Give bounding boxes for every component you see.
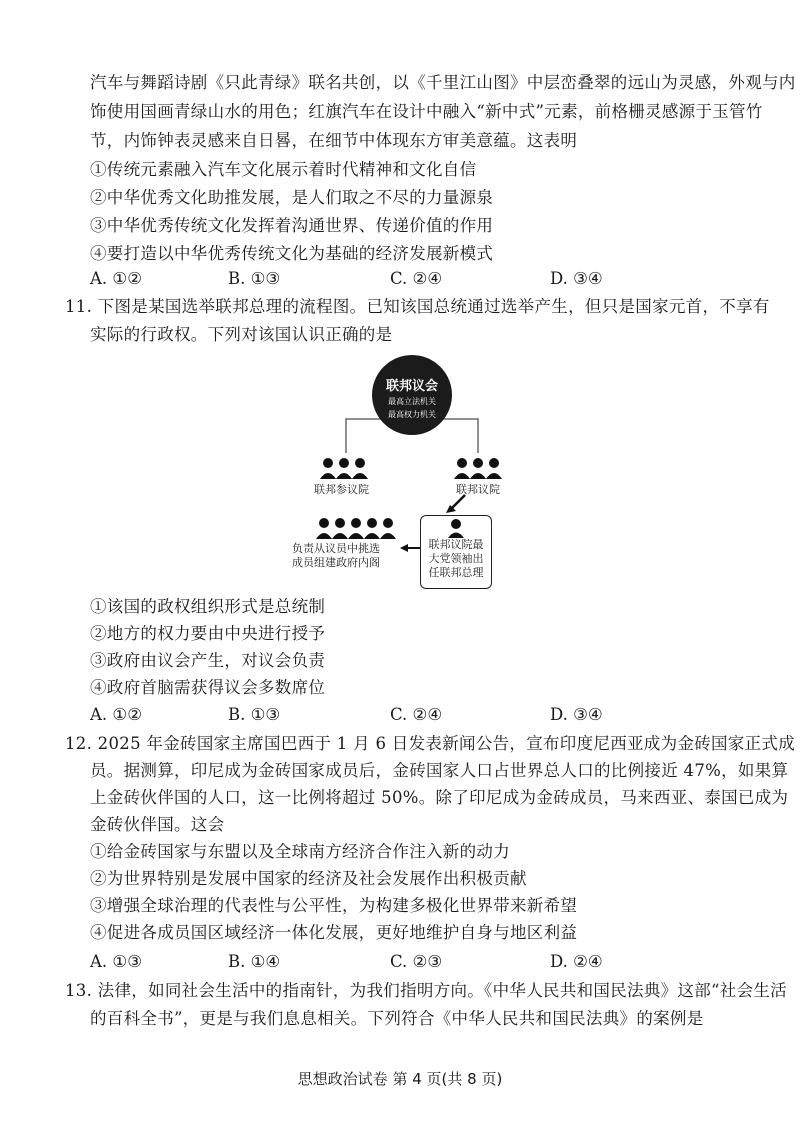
q12-stem-line-4: 金砖伙伴国。这会 (90, 815, 225, 834)
q12-option-b[interactable]: B. ①④ (228, 952, 281, 971)
q12-option-a[interactable]: A. ①③ (90, 952, 142, 971)
q10-item-1: ①传统元素融入汽车文化展示着时代精神和文化自信 (90, 160, 477, 179)
parliament-sub1: 最高立法机关 (388, 397, 436, 406)
chancellor-person-icon (421, 516, 491, 538)
q10-stem-line-3: 节，内饰钟表灵感来自日晷，在细节中体现东方审美意蕴。这表明 (90, 131, 578, 150)
q11-item-4: ④政府首脑需获得议会多数席位 (90, 678, 326, 697)
q12-stem-line-2: 员。据测算，印尼成为金砖国家成员后，金砖国家人口占世界总人口的比例接近 47%，如果算 (90, 761, 789, 780)
q10-item-2: ②中华优秀文化助推发展，是人们取之不尽的力量源泉 (90, 188, 494, 207)
q11-option-d[interactable]: D. ③④ (550, 705, 603, 724)
cabinet-line-1: 负责从议员中挑选 (292, 542, 380, 555)
q10-option-b[interactable]: B. ①③ (228, 269, 281, 288)
flow-diagram (280, 355, 520, 595)
q10-item-3: ③中华优秀传统文化发挥着沟通世界、传递价值的作用 (90, 216, 494, 235)
q12-item-1: ①给金砖国家与东盟以及全球南方经济合作注入新的动力 (90, 842, 510, 861)
bundestag-label: 联邦议院 (456, 483, 500, 496)
q12-item-4: ④促进各成员国区域经济一体化发展，更好地维护自身与地区利益 (90, 923, 578, 942)
q12-item-2: ②为世界特别是发展中国家的经济及社会发展作出积极贡献 (90, 869, 527, 888)
senate-label: 联邦参议院 (314, 483, 369, 496)
q10-stem-line-2: 饰使用国画青绿山水的用色；红旗汽车在设计中融入“新中式”元素，前格栅灵感源于玉管竹 (90, 102, 763, 121)
q13-stem-line-1: 13. 法律，如同社会生活中的指南针，为我们指明方向。《中华人民共和国民法典》这部“社会生活 (65, 981, 787, 1000)
chancellor-line-1: 联邦议院最 (428, 538, 484, 551)
page-footer: 思想政治试卷 第 4 页(共 8 页) (297, 1070, 503, 1088)
chancellor-line-2: 大党领袖出 (428, 552, 484, 565)
q11-stem-line-1: 11. 下图是某国选举联邦总理的流程图。已知该国总统通过选举产生，但只是国家元首，不享有 (65, 297, 770, 316)
q12-item-3: ③增强全球治理的代表性与公平性，为构建多极化世界带来新希望 (90, 896, 578, 915)
q11-option-a[interactable]: A. ①② (90, 705, 142, 724)
q13-stem-line-2: 的百科全书”，更是与我们息息相关。下列符合《中华人民共和国民法典》的案例是 (90, 1009, 704, 1028)
q11-item-3: ③政府由议会产生，对议会负责 (90, 651, 326, 670)
q12-option-d[interactable]: D. ②④ (550, 952, 603, 971)
q10-stem-line-1: 汽车与舞蹈诗剧《只此青绿》联名共创，以《千里江山图》中层峦叠翠的远山为灵感，外观与内 (90, 73, 796, 92)
senate-people-icon (320, 458, 368, 479)
federal-parliament-node (372, 355, 452, 435)
q10-option-a[interactable]: A. ①② (90, 269, 142, 288)
bundestag-people-icon (454, 458, 502, 479)
cabinet-people-icon (316, 518, 396, 539)
q10-item-4: ④要打造以中华优秀传统文化为基础的经济发展新模式 (90, 244, 494, 263)
q11-item-1: ①该国的政权组织形式是总统制 (90, 597, 326, 616)
cabinet-text (292, 542, 380, 570)
q10-option-d[interactable]: D. ③④ (550, 269, 603, 288)
q11-option-b[interactable]: B. ①③ (228, 705, 281, 724)
chancellor-line-3: 任联邦总理 (428, 566, 484, 579)
q12-stem-line-3: 上金砖伙伴国的人口，这一比例将超过 50%。除了印尼成为金砖成员，马来西亚、泰国已成为 (90, 788, 789, 807)
parliament-sub2: 最高权力机关 (388, 410, 436, 419)
q12-option-c[interactable]: C. ②③ (390, 952, 443, 971)
q11-option-c[interactable]: C. ②④ (390, 705, 443, 724)
q11-item-2: ②地方的权力要由中央进行授予 (90, 624, 326, 643)
parliament-title: 联邦议会 (385, 379, 438, 394)
cabinet-line-2: 成员组建政府内阁 (292, 556, 380, 569)
q12-stem-line-1: 12. 2025 年金砖国家主席国巴西于 1 月 6 日发表新闻公告，宣布印度尼西亚成为金砖国家正式成 (65, 734, 795, 753)
chancellor-box (420, 515, 492, 589)
q11-stem-line-2: 实际的行政权。下列对该国认识正确的是 (90, 325, 393, 344)
q10-option-c[interactable]: C. ②④ (390, 269, 443, 288)
